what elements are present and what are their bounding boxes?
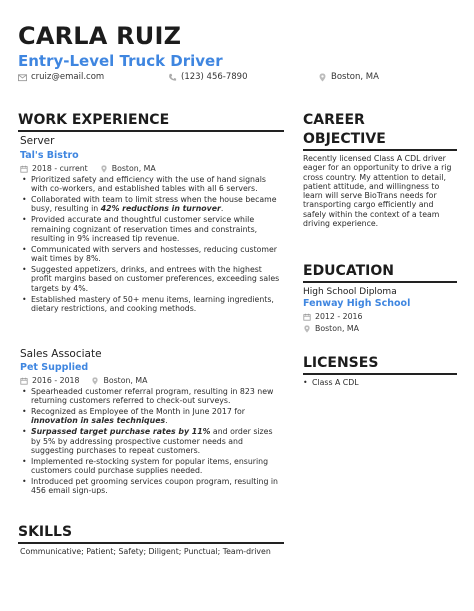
- education-dates-text: 2012 - 2016: [315, 312, 363, 321]
- skills-heading: SKILLS: [18, 524, 73, 540]
- work-experience-heading: WORK EXPERIENCE: [18, 112, 170, 128]
- job-bullet: [20, 427, 282, 455]
- job-meta: [20, 376, 147, 385]
- bullet-highlight: innovation in sales techniques: [31, 416, 166, 426]
- bullet-text: Established mastery of 50+ menu items, learning ingredients, dietary restrictions, and cooking methods.: [31, 294, 274, 313]
- education-dates: [303, 312, 362, 321]
- calendar-icon: [20, 377, 28, 385]
- job-bullet: [20, 175, 280, 194]
- job-title: Server: [20, 135, 55, 147]
- map-pin-icon: [100, 165, 108, 173]
- skills-divider: [18, 542, 284, 544]
- job-bullet: [20, 477, 282, 496]
- bullet-text: Introduced pet grooming services coupon program, resulting in 456 email sign-ups.: [31, 477, 278, 496]
- calendar-icon: [303, 313, 311, 321]
- job-bullet: [20, 195, 280, 214]
- job-location: Boston, MA: [103, 376, 148, 385]
- bullet-text: Provided accurate and thoughtful customer service while remaining cognizant of reservation times and constraints, resulting in 9% increased tip revenue.: [31, 215, 258, 243]
- candidate-name: CARLA RUIZ: [18, 22, 182, 50]
- objective-heading-line1: CAREER: [303, 112, 365, 128]
- bullet-text: Recognized as Employee of the Month in June 2017 for: [31, 407, 245, 417]
- bullet-text: Suggested appetizers, drinks, and entrees with the highest profit margins based on customer preferences, exceeding sales targets by 4%.: [31, 265, 280, 293]
- bullet-highlight: 42% reductions in turnover: [100, 204, 221, 214]
- email-text: cruiz@email.com: [31, 72, 105, 82]
- bullet-text: Communicated with servers and hostesses, reducing customer wait times by 8%.: [31, 244, 278, 264]
- calendar-icon: [20, 165, 28, 173]
- education-school: Fenway High School: [303, 298, 411, 309]
- location-text: Boston, MA: [331, 72, 379, 82]
- job-bullet: [20, 407, 282, 426]
- job-bullets: [20, 175, 280, 315]
- bullet-text: and order sizes by 5% by addressing prospective customer needs and suggesting purchases to repeat customers.: [31, 427, 273, 455]
- job-bullet: [20, 457, 282, 476]
- bullet-text: Prioritized safety and efficiency with the use of hand signals with co-workers, and established tables with all 6 servers.: [31, 175, 266, 194]
- job-title: Sales Associate: [20, 348, 102, 360]
- objective-divider: [303, 149, 457, 151]
- education-location: [303, 324, 359, 333]
- education-degree: High School Diploma: [303, 287, 397, 297]
- bullet-highlight: Surpassed target purchase rates by 11%: [31, 427, 211, 437]
- job-bullet: [20, 295, 280, 314]
- job-bullet: [20, 387, 282, 406]
- phone-text: (123) 456-7890: [181, 72, 248, 82]
- bullet-text: .: [165, 416, 168, 426]
- candidate-role: Entry-Level Truck Driver: [18, 52, 223, 70]
- job-company: Pet Supplied: [20, 362, 89, 373]
- map-pin-icon: [318, 73, 327, 82]
- contact-email[interactable]: [18, 72, 104, 82]
- phone-icon: [168, 73, 177, 82]
- skills-list: Communicative; Patient; Safety; Diligent; Punctual; Team-driven: [20, 547, 271, 556]
- education-heading: EDUCATION: [303, 263, 394, 279]
- job-meta: [20, 164, 156, 173]
- objective-text: Recently licensed Class A CDL driver eager for an opportunity to drive a rig cross country. My attention to detail, patient attitude, and willingness to learn will serve BioTrans needs for transporting cargo efficiently and safely within the context of a team driving experience.: [303, 154, 452, 229]
- licenses-list: [301, 378, 451, 389]
- licenses-divider: [303, 373, 457, 375]
- education-location-text: Boston, MA: [315, 324, 359, 333]
- bullet-text: Implemented re-stocking system for popular items, ensuring customers could purchase supplies needed.: [31, 456, 269, 476]
- job-bullet: [20, 245, 280, 264]
- map-pin-icon: [91, 377, 99, 385]
- objective-heading-line2: OBJECTIVE: [303, 131, 386, 147]
- job-location: Boston, MA: [111, 164, 156, 173]
- job-company: Tal's Bistro: [20, 150, 79, 161]
- education-divider: [303, 281, 457, 283]
- job-bullet: [20, 265, 280, 293]
- work-divider: [18, 130, 284, 132]
- job-bullet: [20, 215, 280, 243]
- job-dates: 2016 - 2018: [32, 376, 80, 385]
- license-item: • Class A CDL: [301, 378, 451, 387]
- bullet-text: .: [220, 204, 224, 214]
- envelope-icon: [18, 73, 27, 82]
- licenses-heading: LICENSES: [303, 355, 379, 371]
- job-dates: 2018 - current: [32, 164, 88, 173]
- contact-location: [318, 72, 379, 82]
- map-pin-icon: [303, 325, 311, 333]
- contact-phone[interactable]: [168, 72, 247, 82]
- bullet-text: Collaborated with team to limit stress when the house became busy, resulting in: [31, 195, 277, 214]
- bullet-text: Spearheaded customer referral program, resulting in 823 new returning customers referred to check-out surveys.: [31, 387, 274, 406]
- job-bullets: [20, 387, 282, 497]
